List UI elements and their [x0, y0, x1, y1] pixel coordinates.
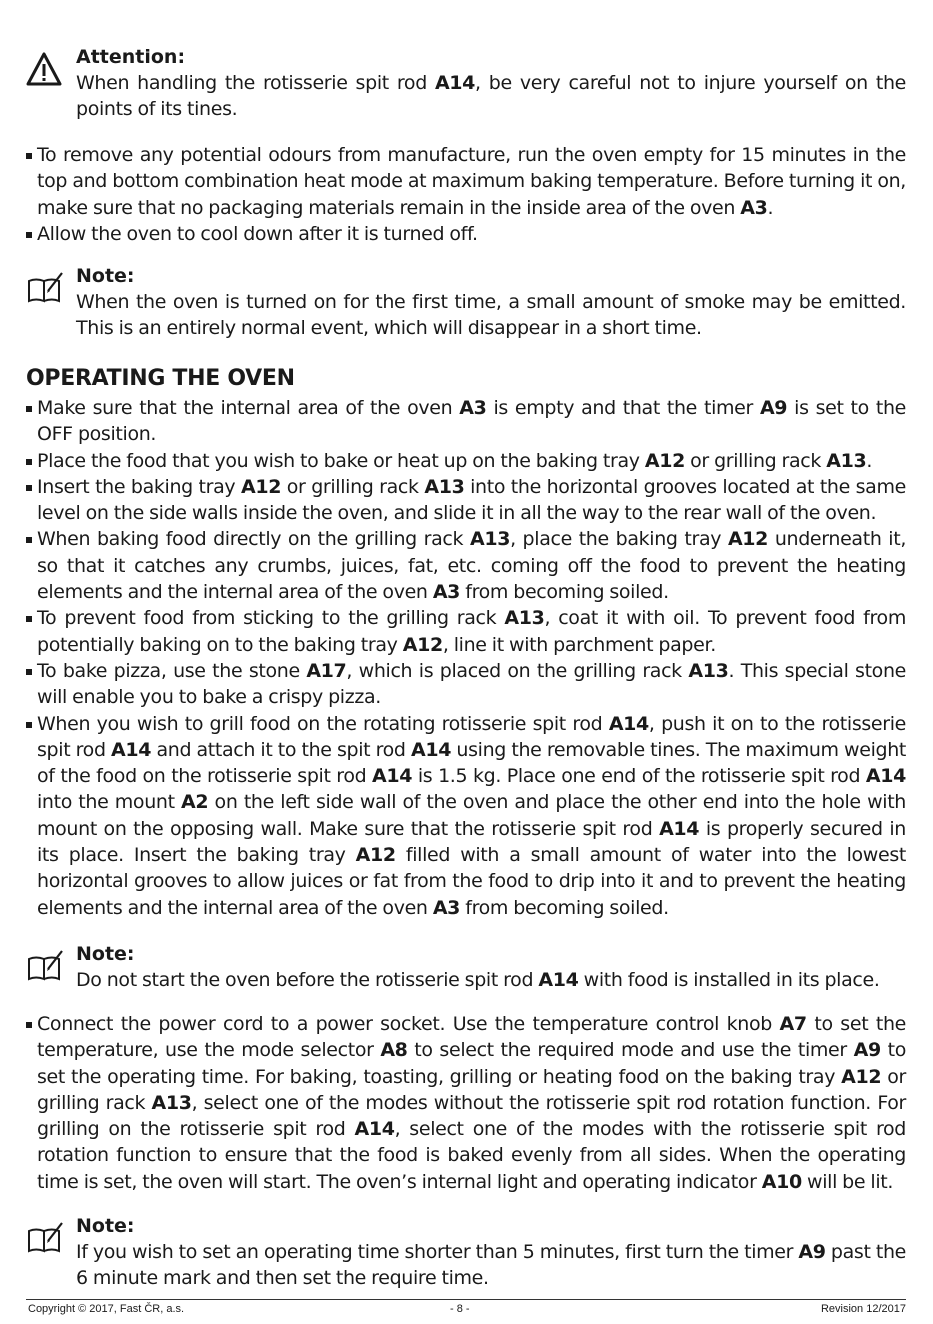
- list-item: When you wish to grill food on the rotating rotisserie spit rod A14, push it on to the rotisserie spit rod A14 and attach it to the spit rod A14 using the removable tines. The maximum weight of the food on the rotisserie spit rod A14 is 1.5 kg. Place one end of the rotisserie spit rod A14 into the mount A2 on the left side wall of the oven and place the other end into the hole with mount on the opposing wall. Make sure that the rotisserie spit rod A14 is properly secured in its place. Insert the baking tray A12 filled with a small amount of water into the lowest horizontal grooves to allow juices or fat from the food to drip into it and to prevent the heating elements and the internal area of the oven A3 from becoming soiled.: [26, 711, 906, 921]
- intro-bullet-list: [26, 142, 906, 247]
- list-item: To prevent food from sticking to the grilling rack A13, coat it with oil. To prevent food from potentially baking on to the baking tray A12, line it with parchment paper.: [26, 605, 906, 658]
- footer-divider: [26, 1299, 906, 1300]
- note-text: If you wish to set an operating time shorter than 5 minutes, first turn the timer A9 past the 6 minute mark and then set the require time.: [76, 1241, 906, 1290]
- footer-revision: Revision 12/2017: [820, 1303, 906, 1315]
- note-box-short-time: [26, 1213, 906, 1292]
- attention-box: [26, 44, 906, 123]
- note-text: Do not start the oven before the rotisserie spit rod A14 with food is installed in its place.: [76, 969, 880, 991]
- note-title: Note:: [76, 265, 135, 287]
- attention-text: When handling the rotisserie spit rod A14, be very careful not to injure yourself on the points of its tines.: [76, 72, 906, 121]
- list-item: Make sure that the internal area of the oven A3 is empty and that the timer A9 is set to the OFF position.: [26, 395, 906, 448]
- footer-page-number: - 8 -: [450, 1303, 470, 1315]
- list-item: Allow the oven to cool down after it is turned off.: [26, 221, 906, 247]
- note-title: Note:: [76, 943, 135, 965]
- operating-bullet-list: [26, 395, 906, 921]
- note-box-spit-rod: [26, 941, 906, 993]
- list-item: Place the food that you wish to bake or heat up on the baking tray A12 or grilling rack A13.: [26, 448, 906, 474]
- footer-copyright: Copyright © 2017, Fast ČR, a.s.: [28, 1303, 185, 1315]
- list-item: Connect the power cord to a power socket. Use the temperature control knob A7 to set the temperature, use the mode selector A8 to select the required mode and use the timer A9 to set the operating time. For baking, toasting, grilling or heating food on the baking tray A12 or grilling rack A13, select one of the modes without the rotisserie spit rod rotation function. For grilling on the rotisserie spit rod A14, select one of the modes with the rotisserie spit rod rotation function to ensure that the food is baked evenly from all sides. When the operating time is set, the oven will start. The oven’s internal light and operating indicator A10 will be lit.: [26, 1011, 906, 1195]
- list-item: When baking food directly on the grilling rack A13, place the baking tray A12 underneath it, so that it catches any crumbs, juices, fat, etc. coming off the food to prevent the heating elements and the internal area of the oven A3 from becoming soiled.: [26, 526, 906, 605]
- note-pencil-icon: [26, 947, 66, 987]
- note-pencil-icon: [26, 269, 66, 309]
- warning-triangle-icon: [26, 50, 66, 90]
- section-heading: OPERATING THE OVEN: [26, 366, 295, 391]
- power-bullet-list: [26, 1011, 906, 1195]
- note-pencil-icon: [26, 1219, 66, 1259]
- attention-title: Attention:: [76, 46, 186, 68]
- note-title: Note:: [76, 1215, 135, 1237]
- list-item: To remove any potential odours from manufacture, run the oven empty for 15 minutes in the top and bottom combination heat mode at maximum baking temperature. Before turning it on, make sure that no packaging materials remain in the inside area of the oven A3.: [26, 142, 906, 221]
- list-item: Insert the baking tray A12 or grilling rack A13 into the horizontal grooves located at the same level on the side walls inside the oven, and slide it in all the way to the rear wall of the oven.: [26, 474, 906, 527]
- note-box-first-use: [26, 263, 906, 342]
- list-item: To bake pizza, use the stone A17, which is placed on the grilling rack A13. This special stone will enable you to bake a crispy pizza.: [26, 658, 906, 711]
- note-text: When the oven is turned on for the first time, a small amount of smoke may be emitted. This is an entirely normal event, which will disappear in a short time.: [76, 291, 906, 340]
